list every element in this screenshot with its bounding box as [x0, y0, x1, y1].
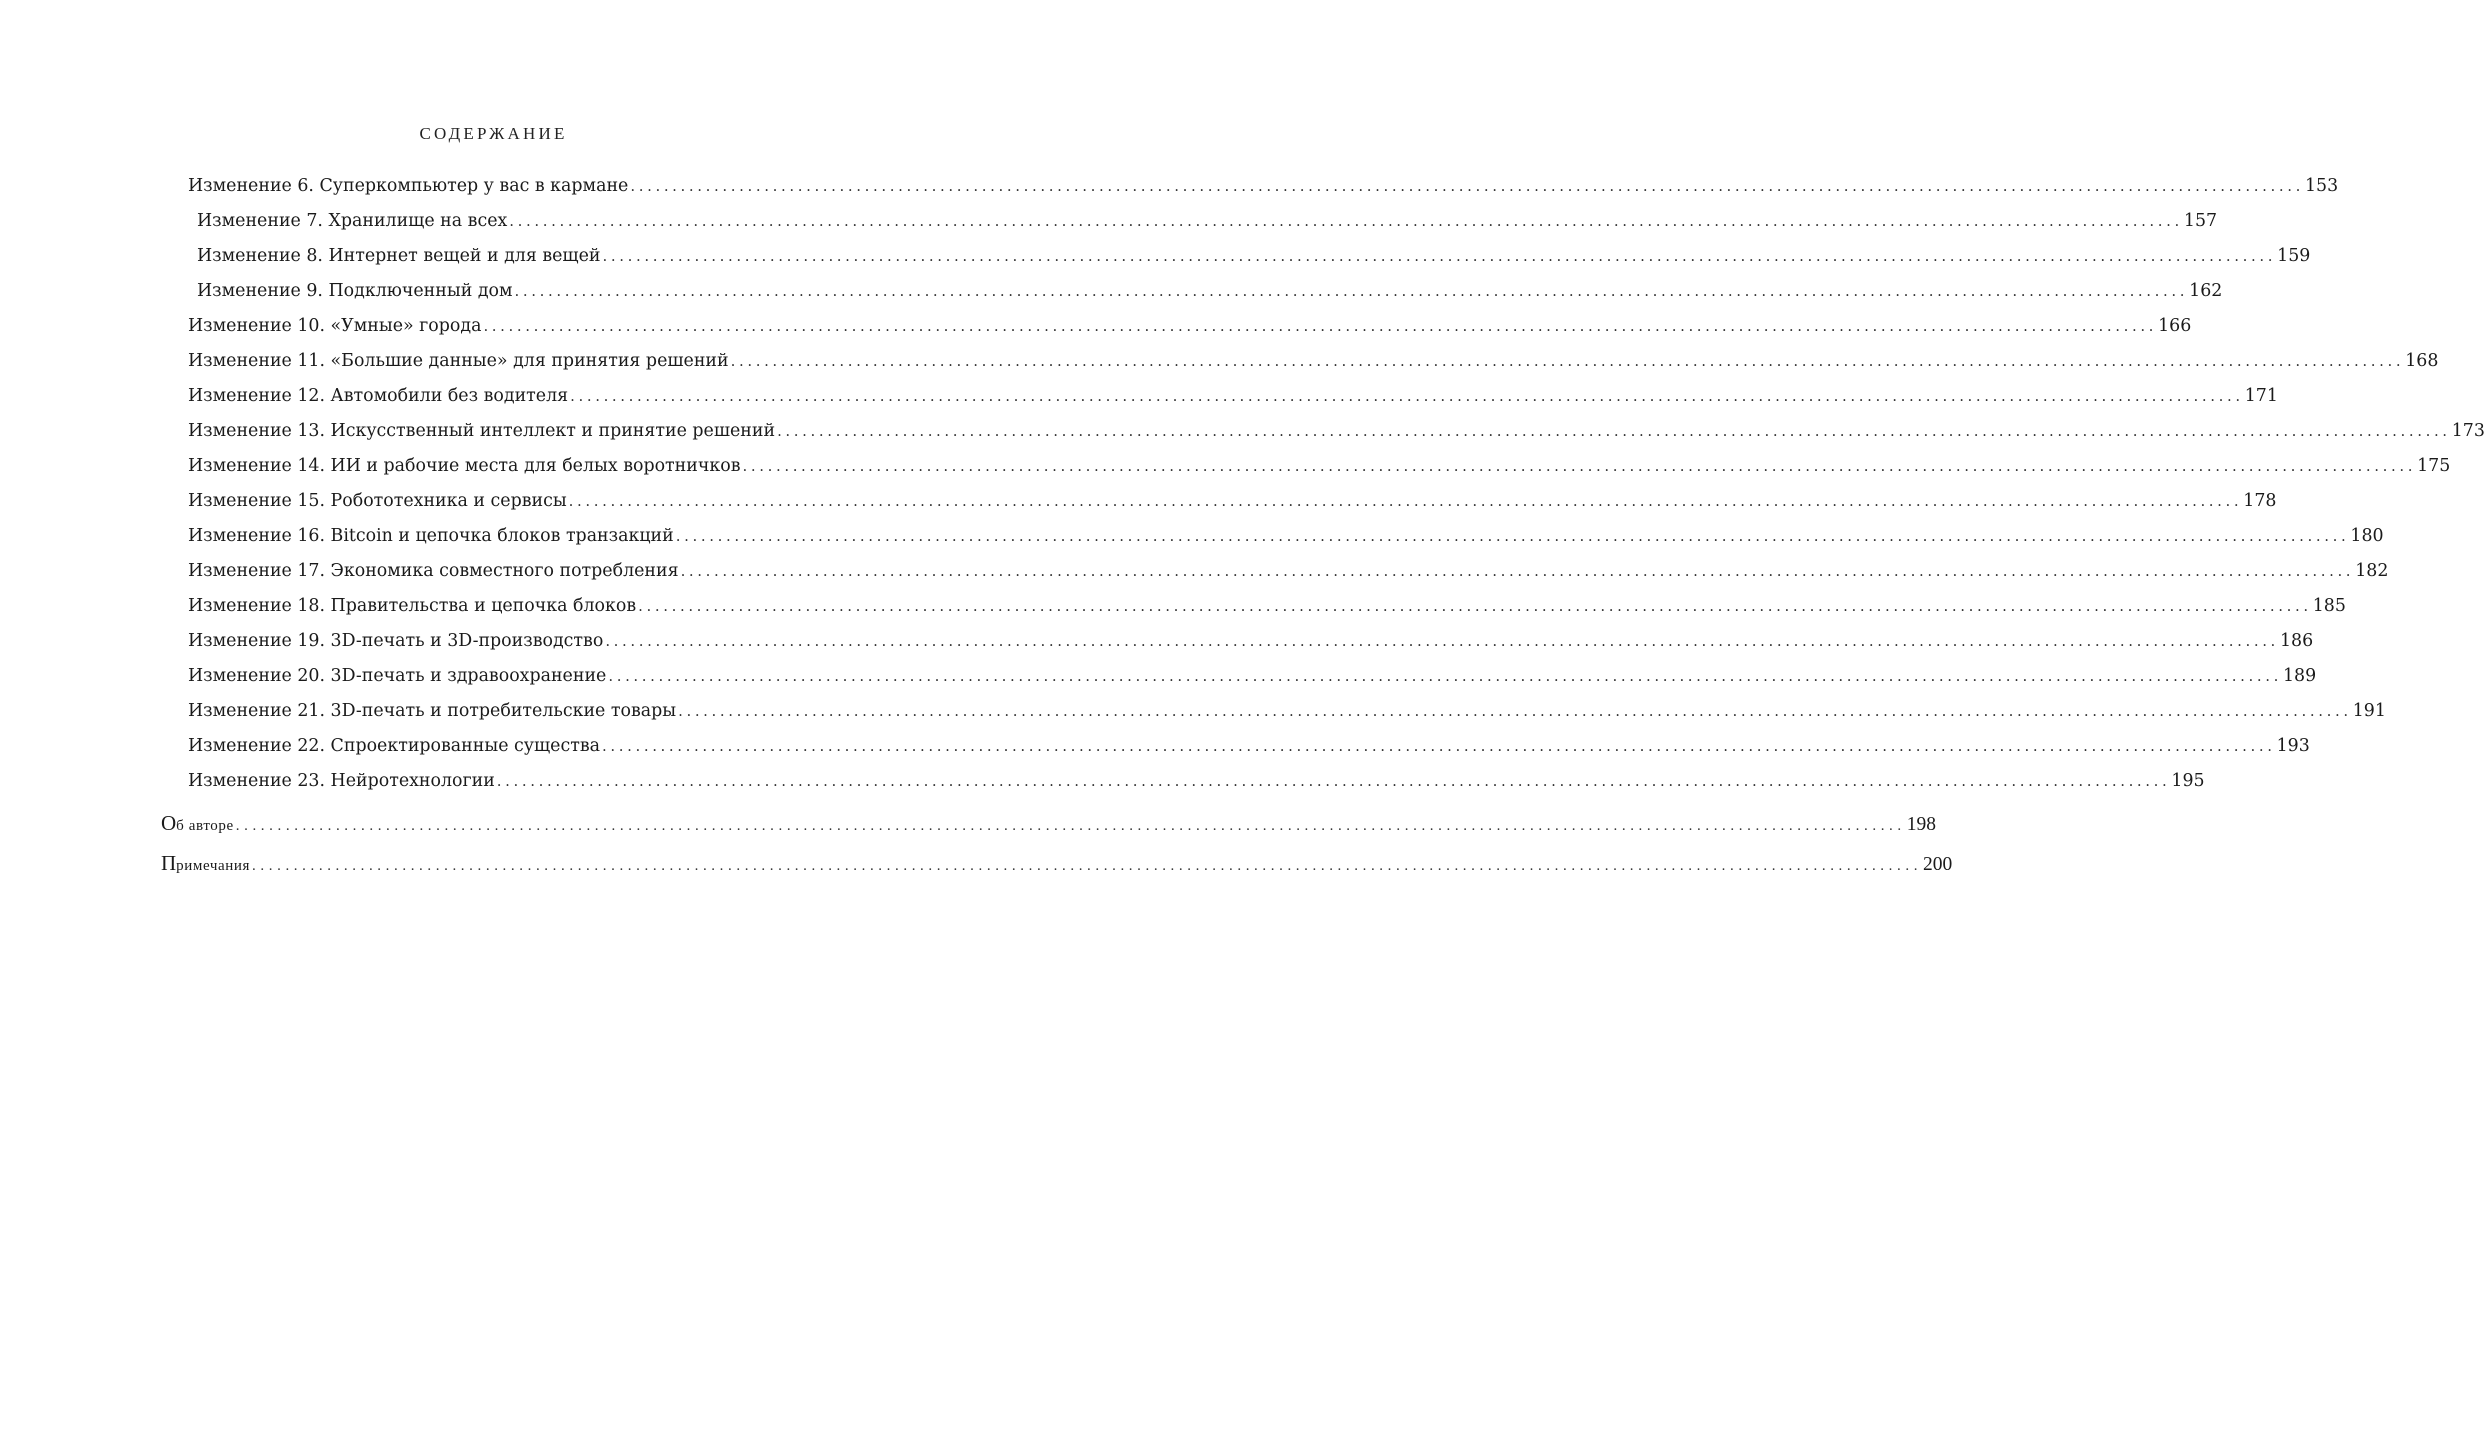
toc-entry-page: 186 — [2279, 631, 2314, 651]
toc-entry-title: Робототехника и сервисы — [330, 491, 567, 511]
dot-leader: ........................................................................................................................................................................................................ — [777, 422, 2451, 440]
toc-entry-prefix: Изменение 10. — [188, 316, 326, 336]
toc-entry-label — [188, 697, 676, 725]
toc-entry-prefix: Изменение 17. — [188, 561, 326, 581]
dot-leader: ........................................................................................................................................................................................................ — [509, 212, 2183, 230]
toc-entry-label — [188, 452, 740, 480]
toc-entry-label — [188, 347, 729, 375]
toc-entry-page: 175 — [2417, 456, 2451, 476]
toc-section — [161, 849, 1953, 880]
toc-entry-title: «Большие данные» для принятия решений — [330, 351, 729, 371]
toc-entry-title: Хранилище на всех — [328, 211, 508, 231]
toc-entry — [188, 557, 2389, 585]
toc-entry-title: Экономика совместного потребления — [330, 561, 679, 581]
toc-entry-title: 3D-печать и потребительские товары — [330, 701, 677, 721]
toc-entry-page: 159 — [2277, 246, 2311, 266]
toc-entry-label — [188, 172, 628, 200]
dot-leader: ........................................................................................................................................................................................................ — [608, 667, 2282, 685]
toc-entry-prefix: Изменение 21. — [188, 701, 326, 721]
toc-entry-prefix: Изменение 13. — [188, 421, 326, 441]
toc-entry-prefix: Изменение 15. — [188, 491, 326, 511]
dot-leader: ........................................................................................................................................................................................................ — [675, 527, 2350, 545]
dot-leader: ........................................................................................................................................................................................................ — [568, 492, 2243, 510]
toc-entry — [188, 592, 2346, 620]
toc-entry-label — [188, 662, 606, 690]
toc-entry-prefix: Изменение 20. — [188, 666, 326, 686]
toc-entry-label — [188, 207, 507, 235]
toc-entry-page: 153 — [2304, 176, 2339, 196]
toc-entry-page: 173 — [2451, 421, 2485, 441]
toc-entry-page: 168 — [2405, 351, 2439, 371]
toc-entry-title: Спроектированные существа — [330, 736, 600, 756]
toc-entry-title: Автомобили без водителя — [330, 386, 569, 406]
toc-entry-page: 166 — [2158, 316, 2192, 336]
toc-entry-label — [188, 522, 674, 550]
toc-entry-prefix: Изменение 6. — [188, 176, 314, 196]
dot-leader: ........................................................................................................................................................................................................ — [605, 632, 2279, 650]
page-title: СОДЕРЖАНИЕ — [419, 124, 568, 143]
toc-entry — [188, 732, 2310, 760]
dot-leader: ........................................................................................................................................................................................................ — [601, 737, 2276, 755]
toc-entry-title: Правительства и цепочка блоков — [330, 596, 637, 616]
toc-entry-prefix: Изменение 19. — [188, 631, 326, 651]
dot-leader: ........................................................................................................................................................................................................ — [496, 772, 2171, 790]
toc-entry — [188, 662, 2317, 690]
dot-leader: ........................................................................................................................................................................................................ — [514, 282, 2189, 300]
toc-section-label — [161, 809, 234, 840]
toc-entry — [188, 452, 2451, 480]
toc-entry-label — [188, 417, 775, 445]
toc-entry-prefix: Изменение 8. — [197, 246, 323, 266]
toc-entry-page: 178 — [2243, 491, 2277, 511]
toc-section-label — [161, 849, 250, 880]
toc-entry-page: 195 — [2171, 771, 2205, 791]
toc-entry — [188, 697, 2386, 725]
toc-entry-title: Суперкомпьютер у вас в кармане — [319, 176, 629, 196]
toc-entry-title: Нейротехнологии — [330, 771, 495, 791]
toc-entry — [188, 382, 2278, 410]
toc-entry-label — [188, 557, 679, 585]
toc-entry-label — [188, 382, 568, 410]
toc-section-rest: б авторе — [176, 818, 234, 834]
toc-entry-title: Интернет вещей и для вещей — [328, 246, 601, 266]
toc-entry-title: «Умные» города — [330, 316, 482, 336]
toc-entry — [188, 487, 2277, 515]
toc-entry — [188, 277, 2223, 305]
toc-entry-label — [188, 732, 600, 760]
dot-leader: ........................................................................................................................................................................................................ — [730, 352, 2405, 370]
toc-entry-prefix: Изменение 14. — [188, 456, 326, 476]
toc-entry-page: 180 — [2350, 526, 2384, 546]
toc-entry-title: 3D-печать и 3D-производство — [330, 631, 604, 651]
toc-entry-title: Bitcoin и цепочка блоков транзакций — [330, 526, 674, 546]
dot-leader: ........................................................................................................................................................................................................ — [680, 562, 2355, 580]
toc-entry — [188, 172, 2339, 200]
toc-entry-title: 3D-печать и здравоохранение — [330, 666, 607, 686]
toc-entry-prefix: Изменение 22. — [188, 736, 326, 756]
toc-entry — [188, 417, 2485, 445]
toc-entry-title: Искусственный интеллект и принятие решений — [330, 421, 776, 441]
toc-entry-page: 185 — [2312, 596, 2346, 616]
toc-entry-page: 162 — [2189, 281, 2223, 301]
toc-entry-page: 193 — [2276, 736, 2310, 756]
toc-entry-prefix: Изменение 18. — [188, 596, 326, 616]
toc-section-initial: П — [161, 851, 177, 875]
toc-entry-label — [188, 242, 601, 270]
dot-leader: ........................................................................................................................................................................................................ — [235, 818, 1906, 834]
toc-entry-prefix: Изменение 11. — [188, 351, 326, 371]
toc-section-page: 198 — [1906, 814, 1936, 835]
toc-entry — [188, 242, 2311, 270]
dot-leader: ........................................................................................................................................................................................................ — [742, 457, 2417, 475]
toc-entry-label — [188, 312, 481, 340]
dot-leader: ........................................................................................................................................................................................................ — [570, 387, 2244, 405]
toc-entry-label — [188, 767, 495, 795]
toc-section-initial: О — [161, 811, 177, 835]
toc-entry-label — [188, 277, 513, 305]
dot-leader: ........................................................................................................................................................................................................ — [483, 317, 2158, 335]
toc-entry-prefix: Изменение 12. — [188, 386, 326, 406]
dot-leader: ........................................................................................................................................................................................................ — [678, 702, 2352, 720]
toc-entry — [188, 207, 2218, 235]
toc-entry — [188, 767, 2205, 795]
toc-entry-title: ИИ и рабочие места для белых воротничков — [330, 456, 741, 476]
toc-section-rest: римечания — [176, 858, 251, 874]
toc-entry-label — [188, 487, 567, 515]
dot-leader: ........................................................................................................................................................................................................ — [602, 247, 2277, 265]
toc-section-page: 200 — [1923, 854, 1953, 875]
toc-entry-page: 171 — [2244, 386, 2278, 406]
toc-entry — [188, 312, 2192, 340]
dot-leader: ........................................................................................................................................................................................................ — [630, 177, 2304, 195]
toc-entry-title: Подключенный дом — [328, 281, 513, 301]
toc-entry — [188, 522, 2384, 550]
toc-entry-prefix: Изменение 9. — [197, 281, 323, 301]
toc-entry-prefix: Изменение 7. — [197, 211, 323, 231]
toc-entry-page: 191 — [2352, 701, 2386, 721]
toc-entry-label — [188, 592, 636, 620]
toc-entry-prefix: Изменение 23. — [188, 771, 326, 791]
toc-entry — [188, 627, 2314, 655]
toc-entry-page: 182 — [2355, 561, 2389, 581]
dot-leader: ........................................................................................................................................................................................................ — [638, 597, 2312, 615]
toc-entry-page: 189 — [2282, 666, 2317, 686]
toc-section — [161, 809, 1936, 840]
toc-entry-prefix: Изменение 16. — [188, 526, 326, 546]
dot-leader: ........................................................................................................................................................................................................ — [252, 858, 1923, 874]
toc-entry-page: 157 — [2183, 211, 2218, 231]
toc-entry — [188, 347, 2439, 375]
toc-entry-label — [188, 627, 603, 655]
